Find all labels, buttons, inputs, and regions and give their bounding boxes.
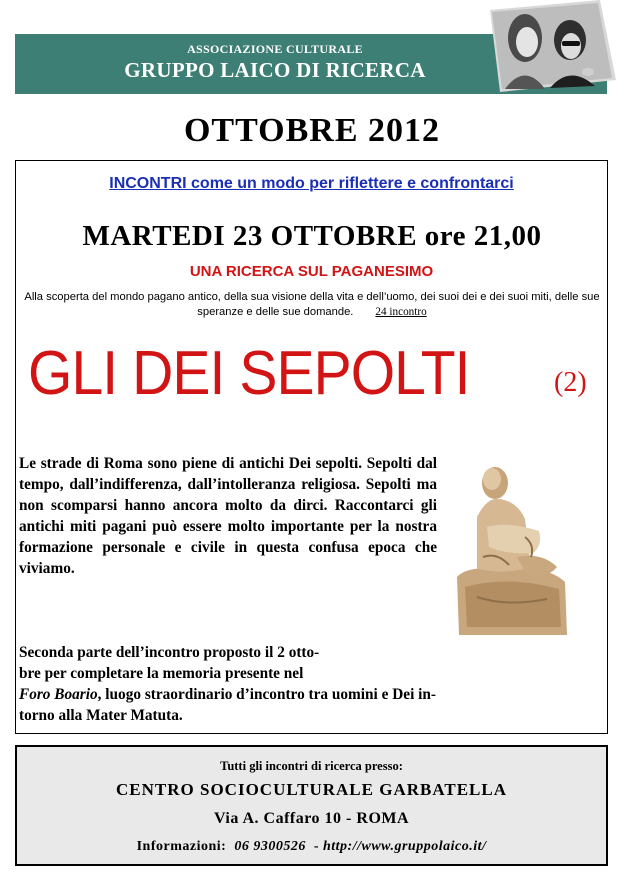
- venue-name: CENTRO SOCIOCULTURALE GARBATELLA: [116, 780, 507, 799]
- contact-separator: -: [313, 839, 319, 854]
- contact-info: [15, 839, 608, 855]
- body-paragraph-1: Le strade di Roma sono piene di antichi Dei sepolti. Sepolti dal tempo, dall’indifferenza, dall’intolleranza religiosa. Sepolti ma non scomparsi hanno ancora molto da dirci. Raccontarci gli antichi miti pagani può essere molto importante per la nostra formazione personale e civile in questa confusa epoca che viviamo.: [19, 455, 437, 577]
- event-title: GLI DEI SEPOLTI: [28, 339, 470, 408]
- body-paragraph-2: [19, 642, 601, 726]
- info-label: Informazioni:: [136, 839, 227, 854]
- para2-line2: bre per completare la memoria presente nel: [19, 665, 304, 682]
- para2-line1: Seconda parte dell’incontro proposto il 2 otto-: [19, 644, 320, 661]
- para2-line4: torno alla Mater Matuta.: [19, 707, 183, 724]
- event-subtitle: UNA RICERCA SUL PAGANESIMO: [189, 263, 434, 280]
- para2-line3: [19, 684, 601, 705]
- description-text: Alla scoperta del mondo pagano antico, della sua visione della vita e dell’uomo, dei suoi dei e dei suoi miti, delle sue speranze e delle sue domande.: [24, 291, 600, 318]
- event-description: [24, 290, 600, 320]
- incontro-number: 24 incontro: [375, 306, 427, 318]
- month-heading: OTTOBRE 2012: [183, 112, 441, 149]
- event-date: MARTEDI 23 OTTOBRE ore 21,00: [82, 220, 542, 252]
- footer-intro: Tutti gli incontri di ricerca presso:: [220, 759, 403, 773]
- founders-photo: [470, 0, 616, 92]
- association-label: ASSOCIAZIONE CULTURALE: [187, 42, 363, 56]
- venue-address: Via A. Caffaro 10 - ROMA: [213, 810, 410, 827]
- event-title-part: (2): [554, 367, 587, 398]
- website-link[interactable]: http://www.gruppolaico.it/: [322, 839, 487, 854]
- mater-matuta-statue: [447, 457, 571, 635]
- incontri-link[interactable]: INCONTRI come un modo per riflettere e confrontarci: [109, 175, 514, 192]
- foro-boario: Foro Boario: [19, 686, 98, 703]
- phone-number: 06 9300526: [234, 839, 306, 854]
- para2-rest: , luogo straordinario d’incontro tra uomini e Dei in-: [97, 686, 437, 703]
- group-name: GRUPPO LAICO DI RICERCA: [124, 58, 426, 82]
